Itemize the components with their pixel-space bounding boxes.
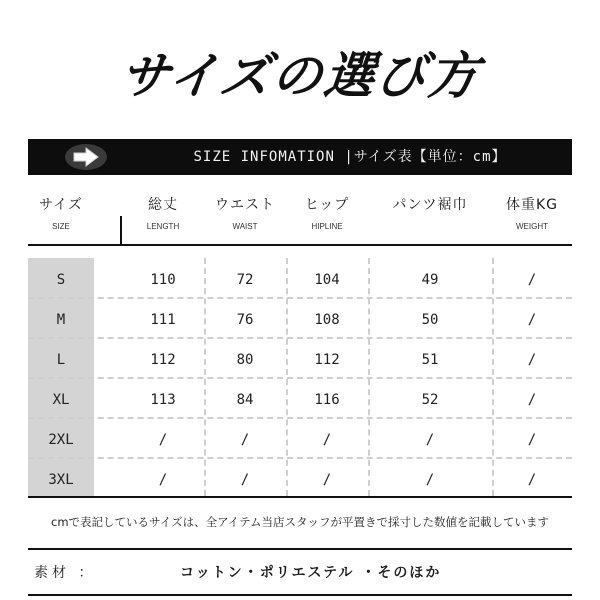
page-title: サイズの選び方 <box>116 47 484 105</box>
cell-waist: / <box>240 432 250 448</box>
cell-hem: / <box>425 432 435 448</box>
cell-waist: 80 <box>236 352 254 368</box>
cell-length: / <box>158 472 168 488</box>
cell-length: / <box>158 432 168 448</box>
column-header-sublabel: WAIST <box>232 222 258 231</box>
cell-length: 112 <box>150 352 176 368</box>
cell-weight: / <box>527 352 537 368</box>
cell-size: M <box>56 312 66 328</box>
column-header-label: 総丈 <box>148 197 178 213</box>
column-header-label: パンツ裾巾 <box>392 197 468 213</box>
cell-hip: 112 <box>314 352 340 368</box>
column-header-label: ヒップ <box>304 197 350 213</box>
cell-size: L <box>56 352 66 368</box>
cell-weight: / <box>527 472 537 488</box>
column-header-label: ウエスト <box>215 197 275 213</box>
table-row <box>28 301 572 340</box>
column-header-size <box>28 186 94 244</box>
cell-weight: / <box>527 392 537 408</box>
material-bottom-rule <box>28 594 572 596</box>
cell-waist: / <box>240 472 250 488</box>
column-header-waist <box>204 186 286 244</box>
material-label: 素材 ： <box>34 565 97 581</box>
cell-size: S <box>56 272 66 288</box>
cell-hem: 51 <box>421 352 439 368</box>
column-header-weight <box>492 186 572 244</box>
cell-length: 111 <box>150 312 176 328</box>
cell-weight: / <box>527 272 537 288</box>
cell-size: XL <box>52 392 70 408</box>
column-header-sublabel: HIPLINE <box>311 222 343 231</box>
cell-hem: 49 <box>421 272 439 288</box>
measurement-note: cmで表記しているサイズは、全アイテム当店スタッフが平置きで採寸した数値を記載しています <box>51 515 549 529</box>
table-row <box>28 341 572 380</box>
material-top-rule <box>28 548 572 550</box>
table-header <box>28 186 572 244</box>
cell-hip: 104 <box>314 272 340 288</box>
column-header-hem <box>368 186 492 244</box>
cell-length: 113 <box>150 392 176 408</box>
column-header-sublabel: LENGTH <box>146 222 180 231</box>
header-rule <box>28 244 572 246</box>
cell-weight: / <box>527 432 537 448</box>
column-header-label: 体重KG <box>505 197 559 213</box>
cell-waist: 72 <box>236 272 254 288</box>
table-row <box>28 261 572 300</box>
table-bottom-rule <box>28 496 572 498</box>
cell-length: 110 <box>150 272 176 288</box>
column-header-sublabel: WEIGHT <box>516 222 548 231</box>
cell-hem: / <box>425 472 435 488</box>
banner-title: SIZE INFOMATION |サイズ表【単位：cm】 <box>193 149 507 165</box>
cell-waist: 76 <box>236 312 254 328</box>
cell-waist: 84 <box>236 392 254 408</box>
cell-hip: 108 <box>314 312 340 328</box>
right-arrow-icon <box>64 143 108 171</box>
material-value: コットン・ポリエステル ・そのほか <box>180 565 442 581</box>
cell-size: 3XL <box>48 472 74 488</box>
column-header-sublabel: SIZE <box>52 222 70 231</box>
cell-hem: 52 <box>421 392 439 408</box>
table-row <box>28 461 572 500</box>
column-header-label: サイズ <box>39 197 83 213</box>
table-row <box>28 381 572 420</box>
cell-hip: / <box>322 472 332 488</box>
cell-weight: / <box>527 312 537 328</box>
size-info-banner <box>28 139 572 175</box>
cell-hip: / <box>322 432 332 448</box>
cell-size: 2XL <box>48 432 74 448</box>
column-header-hip <box>286 186 368 244</box>
size-table <box>28 258 572 496</box>
cell-hip: 116 <box>314 392 340 408</box>
column-header-length <box>122 186 204 244</box>
cell-hem: 50 <box>421 312 439 328</box>
table-row <box>28 421 572 460</box>
